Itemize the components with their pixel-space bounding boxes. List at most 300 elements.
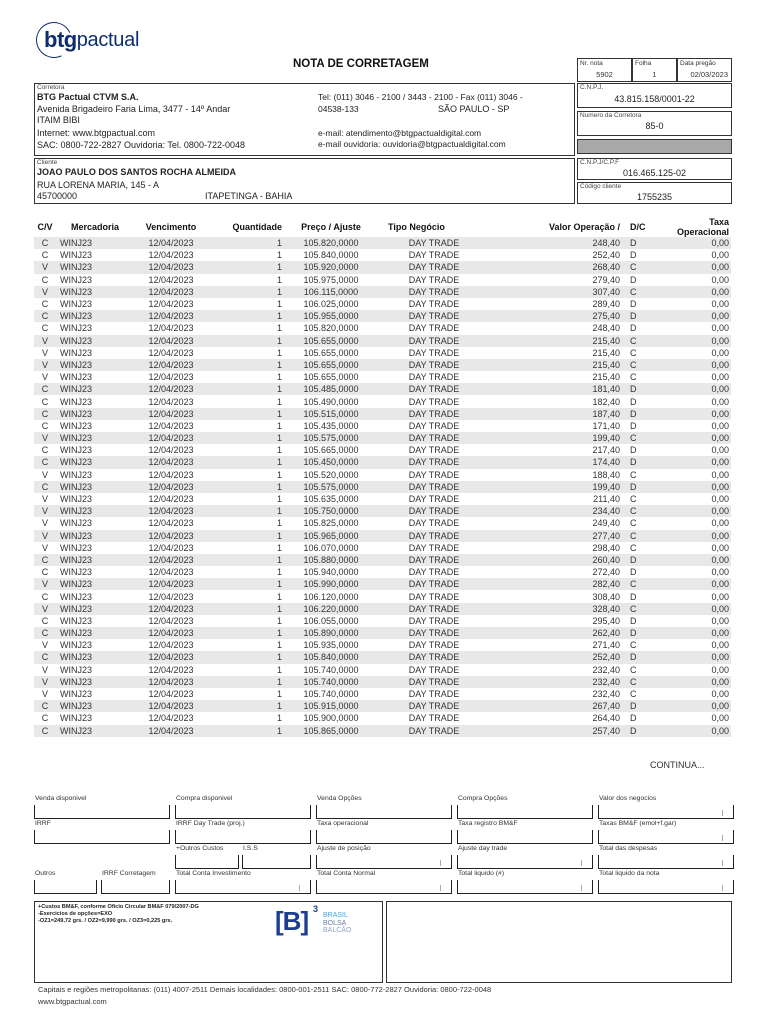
cell-quantidade: 1 [276,567,282,578]
cell-quantidade: 1 [276,615,282,626]
cell-taxa: 0,00 [711,445,729,456]
footer-contacts: Capitais e regiões metropolitanas: (011) 4007-2511 Demais localidades: 0800-001-2511 SAC: 0800-772-2827 Ouvidoria: 0800-722-0048 [38,985,492,994]
cell-cv: V [34,676,56,688]
cell-mercadoria: WINJ23 [60,615,93,626]
total-conta-investimento-field [175,880,311,894]
cell-dc: C [620,261,660,273]
cell-taxa: 0,00 [660,651,731,663]
cell-valor: 275,40 [488,310,620,322]
cell-valor: 260,40 [488,554,620,566]
table-row [34,639,731,651]
table-row [34,590,731,602]
cpf-value: 016.465.125-02 [622,168,687,178]
cell-dc: D [630,445,637,456]
cell-vencimento: 12/04/2023 [148,664,194,675]
cell-vencimento: 12/04/2023 [148,250,194,261]
cell-tipo-negocio: DAY TRADE [380,261,488,273]
cell-cv: C [34,408,56,420]
cell-mercadoria: WINJ23 [56,335,130,347]
cell-cv: C [41,713,49,724]
nr-nota-cell [577,58,632,82]
table-row [34,615,731,627]
nr-nota-value: 5902 [596,70,613,79]
cell-dc: D [630,615,637,626]
cell-tipo-negocio: DAY TRADE [408,445,460,456]
cell-tipo-negocio: DAY TRADE [408,250,460,261]
cell-cv: C [41,591,49,602]
cell-cv: V [41,640,48,651]
cell-vencimento: 12/04/2023 [148,615,194,626]
cell-taxa: 0,00 [660,554,731,566]
cell-mercadoria: WINJ23 [60,420,93,431]
cell-dc: D [620,408,660,420]
cell-quantidade: 1 [212,237,282,249]
cell-vencimento: 12/04/2023 [130,603,212,615]
cell-vencimento: 12/04/2023 [130,530,212,542]
cell-quantidade: 1 [212,456,282,468]
cell-vencimento: 12/04/2023 [130,237,212,249]
cell-preco: 106.025,0000 [303,299,359,310]
cell-taxa: 0,00 [711,713,729,724]
outros-field [34,880,97,894]
cell-cv: V [41,664,48,675]
cell-dc: D [620,651,660,663]
cell-valor: 271,40 [592,640,620,651]
cell-quantidade: 1 [276,591,282,602]
corretora-sac: SAC: 0800-722-2827 Ouvidoria: Tel. 0800-722-0048 [37,140,245,150]
cell-quantidade: 1 [212,408,282,420]
cell-mercadoria: WINJ23 [56,603,130,615]
corretora-cep: 04538-133 [318,104,359,114]
cell-taxa: 0,00 [711,420,729,431]
cell-mercadoria: WINJ23 [56,554,130,566]
cell-quantidade: 1 [212,310,282,322]
cell-mercadoria: WINJ23 [60,640,93,651]
irrf-field [34,830,170,844]
header-taxa-operacional: Taxa Operacional [676,217,729,237]
cell-dc: C [620,505,660,517]
outros-custos-field [175,855,239,869]
table-row [34,395,731,407]
table-row [34,335,731,347]
table-row [34,310,731,322]
cell-tipo-negocio: DAY TRADE [408,689,460,700]
cell-quantidade: 1 [276,250,282,261]
cliente-cep: 45700000 [37,191,78,201]
cell-vencimento: 12/04/2023 [148,445,194,456]
cell-preco: 105.915,0000 [282,700,380,712]
valor-negocios-label: Valor dos negocios [599,795,657,802]
b3-bolsa: BOLSA [323,919,347,927]
cell-quantidade: 1 [212,725,282,737]
obs-line-1: +Custos BM&F, conforme Oficio Circular BM&F 079/2007-DG [38,904,199,910]
table-row [34,664,731,676]
cell-tipo-negocio: DAY TRADE [380,530,488,542]
cell-quantidade: 1 [276,396,282,407]
cell-valor: 282,40 [488,578,620,590]
cell-cv: C [34,383,56,395]
cell-vencimento: 12/04/2023 [130,286,212,298]
outros-custos-label: +Outros Custos [176,845,224,852]
table-row [34,566,731,578]
cell-tipo-negocio: DAY TRADE [380,627,488,639]
cell-mercadoria: WINJ23 [56,700,130,712]
table-row [34,712,731,724]
cell-quantidade: 1 [212,603,282,615]
cell-dc: C [630,347,637,358]
data-pregao-value: 02/03/2023 [690,70,728,79]
total-conta-normal-field [316,880,452,894]
cell-valor: 215,40 [592,372,620,383]
total-liquido-label: Total liquido (#) [458,870,505,877]
compra-disponivel-field [175,805,311,819]
field-divider [722,835,723,841]
cell-taxa: 0,00 [660,432,731,444]
cell-preco: 105.655,0000 [303,347,359,358]
cell-quantidade: 1 [212,335,282,347]
cell-cv: C [34,310,56,322]
cell-preco: 106.220,0000 [282,603,380,615]
ajuste-day-trade-field [457,855,593,869]
cell-mercadoria: WINJ23 [60,542,93,553]
cpf-box [577,158,732,180]
cell-cv: C [41,445,49,456]
cell-dc: C [630,640,637,651]
codigo-cliente-box [577,182,732,204]
irrf-day-trade-label: IRRF Day Trade (proj.) [176,820,245,827]
cell-cv: C [34,554,56,566]
table-row [34,603,731,615]
cell-mercadoria: WINJ23 [60,250,93,261]
cell-tipo-negocio: DAY TRADE [380,700,488,712]
cell-preco: 105.655,0000 [303,372,359,383]
cell-preco: 105.655,0000 [282,359,380,371]
cell-tipo-negocio: DAY TRADE [408,420,460,431]
cell-vencimento: 12/04/2023 [130,359,212,371]
table-row [34,578,731,590]
cell-mercadoria: WINJ23 [60,713,93,724]
cell-preco: 105.880,0000 [282,554,380,566]
irrf-label: IRRF [35,820,51,827]
cell-cv: V [34,432,56,444]
cell-preco: 105.840,0000 [282,651,380,663]
cell-vencimento: 12/04/2023 [130,335,212,347]
cell-tipo-negocio: DAY TRADE [380,237,488,249]
cell-tipo-negocio: DAY TRADE [380,578,488,590]
taxa-registro-field [457,830,593,844]
cell-preco: 105.740,0000 [303,689,359,700]
cell-vencimento: 12/04/2023 [130,408,212,420]
cell-valor: 277,40 [488,530,620,542]
cell-vencimento: 12/04/2023 [148,469,194,480]
venda-disponivel-label: Venda disponivel [35,795,87,802]
cell-valor: 232,40 [592,689,620,700]
cell-cv: C [41,323,49,334]
cell-taxa: 0,00 [660,456,731,468]
cell-quantidade: 1 [276,469,282,480]
cell-preco: 106.120,0000 [303,591,359,602]
cell-preco: 105.990,0000 [282,578,380,590]
irrf-corretagem-field [101,880,170,894]
cell-quantidade: 1 [276,323,282,334]
total-despesas-field [598,855,734,869]
cell-valor: 217,40 [592,445,620,456]
cell-quantidade: 1 [212,700,282,712]
cell-valor: 298,40 [592,542,620,553]
cell-valor: 264,40 [592,713,620,724]
cell-mercadoria: WINJ23 [60,299,93,310]
cell-valor: 248,40 [488,237,620,249]
continua-text: CONTINUA... [650,760,705,770]
cell-cv: C [41,420,49,431]
table-row [34,237,731,249]
cell-mercadoria: WINJ23 [60,396,93,407]
cell-preco: 105.890,0000 [282,627,380,639]
observations-box [34,901,383,983]
cell-vencimento: 12/04/2023 [148,591,194,602]
cell-valor: 272,40 [592,567,620,578]
cell-dc: C [620,578,660,590]
cell-cv: V [34,603,56,615]
cell-cv: C [34,700,56,712]
b3-logo [275,904,352,937]
cell-taxa: 0,00 [711,542,729,553]
table-row [34,676,731,688]
cell-taxa: 0,00 [711,591,729,602]
cell-dc: D [620,237,660,249]
logo-pactual-text: pactual [76,28,140,51]
cell-mercadoria: WINJ23 [56,676,130,688]
corretora-tel: Tel: (011) 3046 - 2100 / 3443 - 2100 - Fax (011) 3046 - [318,92,523,102]
cell-tipo-negocio: DAY TRADE [380,383,488,395]
cell-preco: 105.635,0000 [303,494,359,505]
cell-quantidade: 1 [212,383,282,395]
corretora-email: e-mail: atendimento@btgpactualdigital.com [318,128,482,138]
cell-valor: 232,40 [488,676,620,688]
cell-mercadoria: WINJ23 [56,408,130,420]
cell-preco: 105.435,0000 [303,420,359,431]
table-row [34,469,731,481]
cell-tipo-negocio: DAY TRADE [408,542,460,553]
ajuste-posicao-field [316,855,452,869]
corretora-district: ITAIM BIBI [37,115,80,125]
cell-quantidade: 1 [212,530,282,542]
table-row [34,408,731,420]
cell-tipo-negocio: DAY TRADE [408,518,460,529]
cell-dc: C [620,603,660,615]
cell-dc: C [630,689,637,700]
cell-preco: 105.920,0000 [282,261,380,273]
cell-preco: 105.935,0000 [303,640,359,651]
nr-nota-label: Nr. nota [580,60,603,67]
cell-cv: V [34,359,56,371]
cell-taxa: 0,00 [660,481,731,493]
cell-tipo-negocio: DAY TRADE [408,347,460,358]
taxa-operacional-field [316,830,452,844]
cell-cv: C [41,274,49,285]
cell-cv: C [34,481,56,493]
cell-valor: 308,40 [592,591,620,602]
cell-vencimento: 12/04/2023 [130,554,212,566]
taxa-registro-label: Taxa registro BM&F [458,820,518,827]
cell-tipo-negocio: DAY TRADE [408,640,460,651]
trades-table [34,217,731,737]
cell-preco: 105.740,0000 [282,676,380,688]
cnpj-value: 43.815.158/0001-22 [614,94,695,104]
table-row [34,627,731,639]
cell-dc: C [630,469,637,480]
cell-dc: C [620,432,660,444]
cell-vencimento: 12/04/2023 [148,542,194,553]
field-divider [440,860,441,866]
cell-preco: 106.055,0000 [303,615,359,626]
trades-body [34,237,731,737]
taxas-bmf-label: Taxas BM&F (emol+f.gar) [599,820,677,827]
cell-cv: C [34,651,56,663]
table-row [34,298,731,310]
cell-cv: C [34,627,56,639]
cell-taxa: 0,00 [711,274,729,285]
cell-cv: V [34,335,56,347]
cell-taxa: 0,00 [660,627,731,639]
cell-mercadoria: WINJ23 [56,505,130,517]
cell-valor: 248,40 [592,323,620,334]
header-cv: C/V [37,222,53,232]
compra-opcoes-label: Compra Opções [458,795,508,802]
cell-valor: 289,40 [592,299,620,310]
table-row [34,530,731,542]
table-row [34,371,731,383]
cell-mercadoria: WINJ23 [56,578,130,590]
cell-preco: 105.975,0000 [303,274,359,285]
outros-label: Outros [35,870,56,877]
cell-mercadoria: WINJ23 [60,469,93,480]
cell-vencimento: 12/04/2023 [130,310,212,322]
corretora-section [34,83,575,156]
cell-valor: 188,40 [592,469,620,480]
cell-dc: C [620,359,660,371]
taxa-operacional-label: Taxa operacional [317,820,369,827]
cell-tipo-negocio: DAY TRADE [408,372,460,383]
cell-tipo-negocio: DAY TRADE [380,651,488,663]
taxas-bmf-field [598,830,734,844]
cell-vencimento: 12/04/2023 [130,700,212,712]
cell-valor: 181,40 [488,383,620,395]
table-row [34,347,731,359]
cell-dc: D [620,725,660,737]
cell-dc: D [620,383,660,395]
cell-tipo-negocio: DAY TRADE [408,274,460,285]
cell-taxa: 0,00 [660,408,731,420]
cell-quantidade: 1 [276,542,282,553]
header-vencimento: Vencimento [145,222,197,232]
cell-dc: D [630,591,637,602]
cell-tipo-negocio: DAY TRADE [408,494,460,505]
cell-cv: V [41,689,48,700]
b3-brasil: BRASIL [323,912,348,919]
cliente-name: JOAO PAULO DOS SANTOS ROCHA ALMEIDA [37,167,237,177]
cell-taxa: 0,00 [660,261,731,273]
table-row [34,420,731,432]
field-divider [722,860,723,866]
table-row [34,432,731,444]
cell-mercadoria: WINJ23 [56,432,130,444]
empty-box [386,901,732,983]
cell-vencimento: 12/04/2023 [148,396,194,407]
cell-mercadoria: WINJ23 [56,481,130,493]
cell-quantidade: 1 [276,372,282,383]
total-despesas-label: Total das despesas [599,845,658,852]
irrf-day-trade-field [175,830,311,844]
corretora-label: Corretora [37,84,65,91]
cell-cv: C [41,299,49,310]
cell-mercadoria: WINJ23 [56,651,130,663]
footer-website[interactable]: www.btgpactual.com [38,997,107,1006]
cell-tipo-negocio: DAY TRADE [408,299,460,310]
gray-bar [577,139,732,154]
cell-quantidade: 1 [212,554,282,566]
valor-negocios-field [598,805,734,819]
cell-cv: C [34,456,56,468]
cliente-city: ITAPETINGA - BAHIA [205,191,293,201]
cell-cv: C [41,615,49,626]
cell-vencimento: 12/04/2023 [130,725,212,737]
table-row [34,456,731,468]
cell-vencimento: 12/04/2023 [130,505,212,517]
cell-cv: V [34,505,56,517]
cell-vencimento: 12/04/2023 [130,432,212,444]
cell-vencimento: 12/04/2023 [148,323,194,334]
codigo-cliente-value: 1755235 [636,192,673,202]
cell-cv: V [41,494,48,505]
table-row [34,651,731,663]
table-row [34,688,731,700]
cell-dc: D [630,250,637,261]
cell-preco: 106.115,0000 [282,286,380,298]
cpf-label: C.N.P.J/C.P.F [580,159,620,166]
cell-mercadoria: WINJ23 [56,725,130,737]
cell-dc: C [630,664,637,675]
cell-mercadoria: WINJ23 [56,310,130,322]
cell-quantidade: 1 [276,299,282,310]
table-row [34,359,731,371]
cell-vencimento: 12/04/2023 [130,578,212,590]
cell-preco: 105.575,0000 [282,432,380,444]
b3-mark: [B] [275,906,309,936]
table-row [34,261,731,273]
cell-valor: 252,40 [592,250,620,261]
cell-valor: 252,40 [488,651,620,663]
cell-quantidade: 1 [276,689,282,700]
venda-disponivel-field [34,805,170,819]
table-row [34,286,731,298]
cell-quantidade: 1 [212,359,282,371]
cell-vencimento: 12/04/2023 [130,456,212,468]
total-liquido-field [457,880,593,894]
cell-quantidade: 1 [276,274,282,285]
cell-mercadoria: WINJ23 [56,261,130,273]
cell-valor: 295,40 [592,615,620,626]
cell-tipo-negocio: DAY TRADE [380,310,488,322]
cell-taxa: 0,00 [660,237,731,249]
document-title: NOTA DE CORRETAGEM [293,58,429,70]
cell-dc: C [620,286,660,298]
cell-vencimento: 12/04/2023 [148,372,194,383]
cell-cv: C [41,567,49,578]
cell-valor: 307,40 [488,286,620,298]
cell-dc: D [620,456,660,468]
cell-tipo-negocio: DAY TRADE [380,432,488,444]
